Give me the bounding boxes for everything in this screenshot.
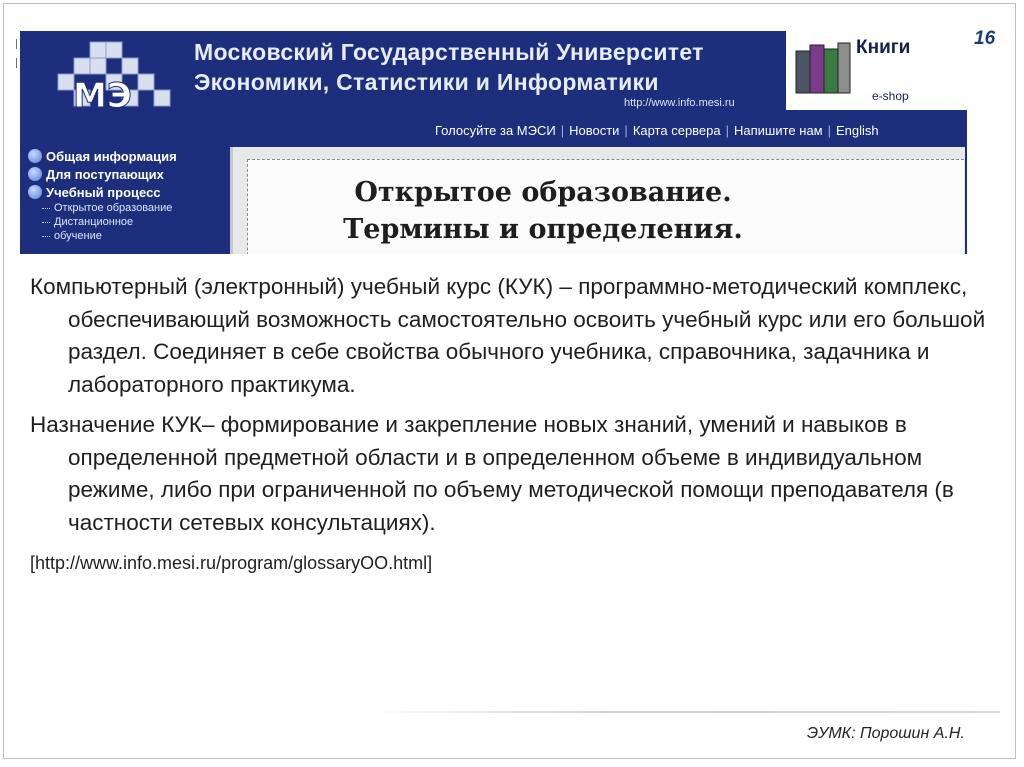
university-line-1: Московский Государственный Университет	[194, 39, 704, 65]
site-header	[20, 31, 967, 119]
university-line-2: Экономики, Статистики и Информатики	[194, 69, 659, 95]
bullet-icon	[28, 185, 42, 199]
definition-text: программно-методический комплекс, обеспечивающий возможность самостоятельно освоить учебный курс или его большой раздел. Соединяет в себе свойства обычного учебника, справочника, задачника и лабораторного практикума.	[68, 274, 986, 397]
site-url[interactable]: http://www.info.mesi.ru	[624, 97, 735, 109]
nav-write-us[interactable]: Напишите нам	[734, 123, 823, 138]
purpose-paragraph: Назначение КУК– формирование и закрепление новых знаний, умений и навыков в определенной предметной области и в определенном объеме в индивидуальном режиме, либо при ограниченной по объему методической помощи преподавателя (в частности сетевых консультациях).	[30, 412, 954, 535]
sidebar-subitem-distance-cont[interactable]: обучение	[28, 229, 216, 243]
eshop-subtitle: e-shop	[872, 89, 909, 103]
site-content-title	[248, 174, 838, 248]
svg-text:МЭ: МЭ	[73, 76, 132, 116]
term-label: Компьютерный (электронный) учебный курс (	[30, 274, 505, 299]
nav-vote[interactable]: Голосуйте за МЭСИ	[435, 123, 556, 138]
nav-sitemap[interactable]: Карта сервера	[632, 123, 721, 138]
footer-divider	[365, 711, 1000, 713]
sidebar-item-study[interactable]: Учебный процесс	[28, 183, 216, 201]
site-content	[247, 159, 964, 254]
nav-news[interactable]: Новости	[569, 123, 620, 138]
bullet-icon	[28, 167, 42, 181]
reference-link[interactable]: [http://www.info.mesi.ru/program/glossaryOO.html]	[30, 553, 433, 573]
site-sidebar	[28, 147, 216, 254]
eshop-title: Книги	[856, 37, 911, 58]
website-screenshot	[20, 31, 967, 254]
university-name	[194, 37, 704, 97]
sidebar-item-applicants[interactable]: Для поступающих	[28, 165, 216, 183]
margin-tick	[16, 39, 17, 49]
books-icon	[792, 37, 854, 97]
sidebar-subitem-open-education[interactable]: Открытое образование	[28, 201, 216, 215]
content-title-line-1: Открытое образование.	[354, 177, 732, 208]
nav-english[interactable]: English	[836, 123, 879, 138]
content-title-line-2: Термины и определения.	[343, 214, 743, 245]
term-dash: ) –	[545, 274, 572, 299]
sidebar-item-general[interactable]: Общая информация	[28, 147, 216, 165]
definition-paragraph	[30, 271, 990, 401]
author-label: ЭУМК: Порошин А.Н.	[807, 725, 965, 742]
term-abbr: КУК	[504, 274, 546, 299]
eshop-banner[interactable]	[786, 31, 967, 110]
slide-number: 16	[974, 28, 996, 49]
slide-body	[30, 271, 990, 580]
site-content-pane	[230, 147, 965, 254]
sidebar-subitem-distance[interactable]: Дистанционное	[28, 215, 216, 229]
bullet-icon	[28, 149, 42, 163]
university-logo	[45, 37, 185, 127]
site-nav: Голосуйте за МЭСИ | Новости | Карта сервера | Напишите нам | English	[430, 123, 884, 143]
margin-tick	[16, 58, 17, 68]
